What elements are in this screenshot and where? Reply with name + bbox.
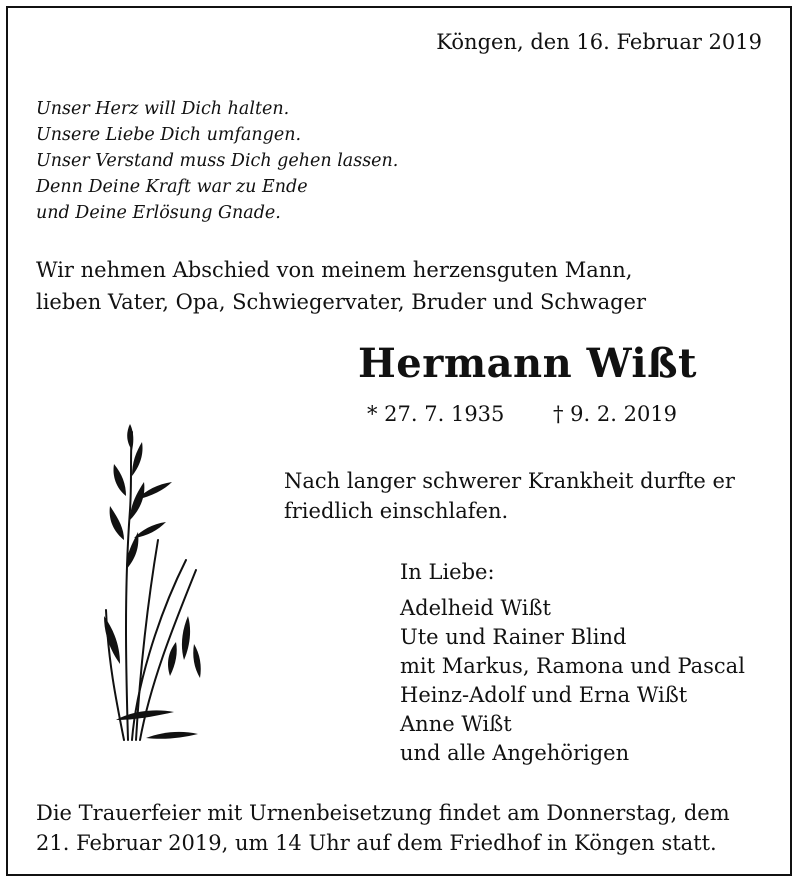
mourner-name: Anne Wißt	[400, 712, 512, 736]
funeral-service-notice	[36, 798, 730, 858]
death-date: † 9. 2. 2019	[553, 402, 678, 426]
grass-icon	[96, 420, 216, 750]
mourner-name: mit Markus, Ramona und Pascal	[400, 654, 745, 678]
message-line: Nach langer schwerer Krankheit durfte er	[284, 469, 735, 493]
mourner-name: Ute und Rainer Blind	[400, 625, 627, 649]
death-message	[284, 466, 735, 526]
intro-line: Wir nehmen Abschied von meinem herzensguten Mann,	[36, 258, 633, 282]
poem	[36, 96, 398, 226]
deceased-name: Hermann Wißt	[358, 340, 697, 387]
mourner-name: Adelheid Wißt	[400, 596, 551, 620]
mourners-list	[400, 594, 745, 768]
service-line: 21. Februar 2019, um 14 Uhr auf dem Friedhof in Köngen statt.	[36, 831, 717, 855]
message-line: friedlich einschlafen.	[284, 499, 509, 523]
birth-date: * 27. 7. 1935	[367, 402, 505, 426]
farewell-intro	[36, 254, 646, 318]
poem-line: und Deine Erlösung Gnade.	[36, 203, 281, 223]
mourners-heading: In Liebe:	[400, 560, 495, 584]
mourner-name: und alle Angehörigen	[400, 741, 630, 765]
poem-line: Unser Herz will Dich halten.	[36, 99, 290, 119]
mourner-name: Heinz-Adolf und Erna Wißt	[400, 683, 688, 707]
poem-line: Denn Deine Kraft war zu Ende	[36, 177, 308, 197]
intro-line: lieben Vater, Opa, Schwiegervater, Bruder und Schwager	[36, 290, 647, 314]
place-date: Köngen, den 16. Februar 2019	[436, 30, 762, 54]
poem-line: Unsere Liebe Dich umfangen.	[36, 125, 302, 145]
poem-line: Unser Verstand muss Dich gehen lassen.	[36, 151, 399, 171]
service-line: Die Trauerfeier mit Urnenbeisetzung findet am Donnerstag, dem	[36, 801, 730, 825]
